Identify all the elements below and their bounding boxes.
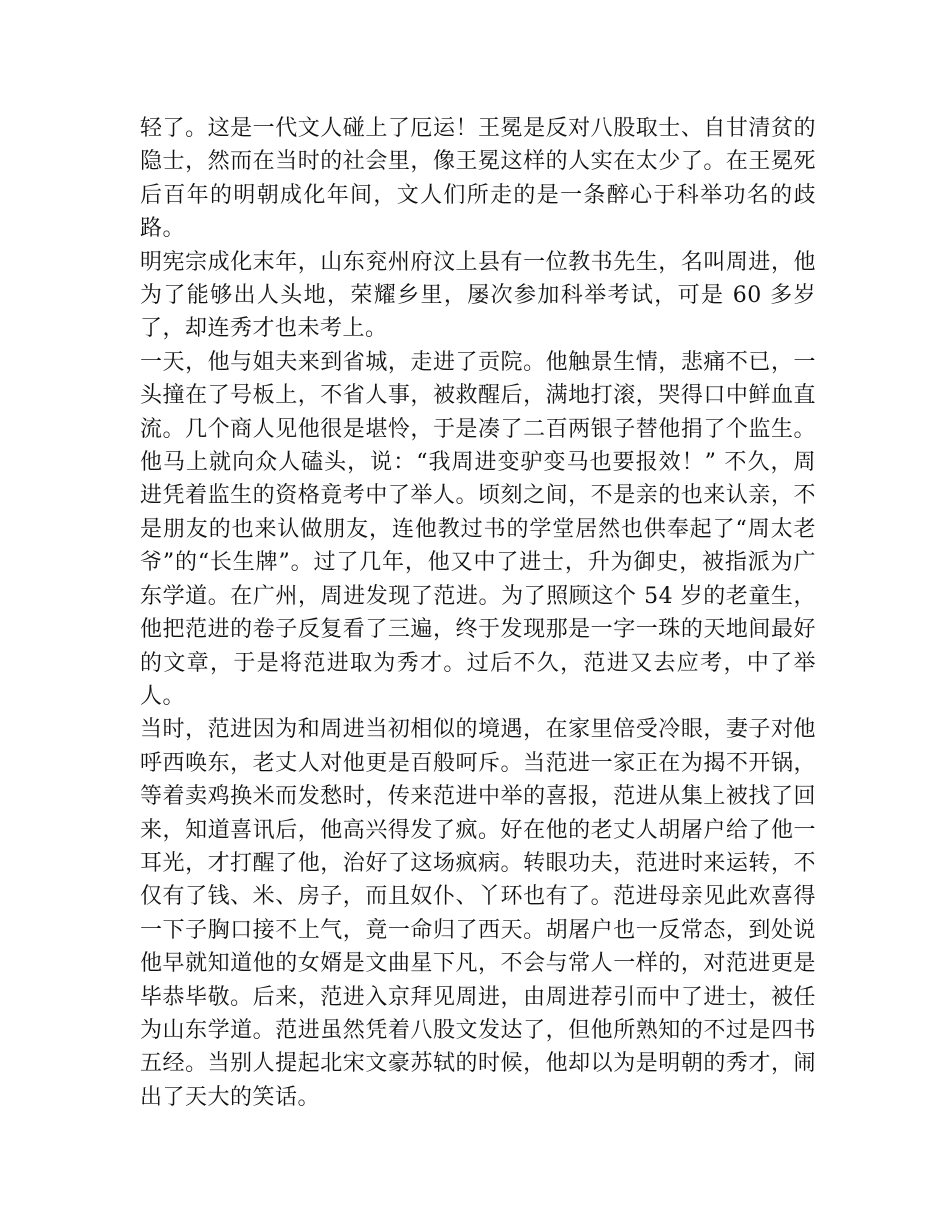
paragraph-zhou-jin-story: 一天，他与姐夫来到省城，走进了贡院。他触景生情，悲痛不已，一头撞在了号板上，不省人事，被救醒后，满地打滚，哭得口中鲜血直流。几个商人见他很是堪怜，于是凑了二百两银子替他捐了个监生。他马上就向众人磕头，说：“我周进变驴变马也要报效！” 不久，周进凭着监生的资格竟考中了举人。顷刻之间，不是亲的也来认亲，不是朋友的也来认做朋友，连他教过书的学堂居然也供奉起了“周太老爷”的“长生牌”。过了几年，他又中了进士，升为御史，被指派为广东学道。在广州，周进发现了范进。为了照顾这个 54 岁的老童生，他把范进的卷子反复看了三遍，终于发现那是一字一珠的天地间最好的文章，于是将范进取为秀才。过后不久，范进又去应考，中了举人。 <box>140 349 816 709</box>
paragraph-zhou-jin-intro: 明宪宗成化末年，山东兖州府汶上县有一位教书先生，名叫周进，他为了能够出人头地，荣耀乡里，屡次参加科举考试，可是 60 多岁了，却连秀才也未考上。 <box>140 249 816 342</box>
paragraph-wang-mian: 轻了。这是一代文人碰上了厄运！王冕是反对八股取士、自甘清贫的隐士，然而在当时的社会里，像王冕这样的人实在太少了。在王冕死后百年的明朝成化年间，文人们所走的是一条醉心于科举功名的歧路。 <box>140 116 816 242</box>
paragraph-fan-jin-story: 当时，范进因为和周进当初相似的境遇，在家里倍受冷眼，妻子对他呼西唤东，老丈人对他更是百般呵斥。当范进一家正在为揭不开锅，等着卖鸡换米而发愁时，传来范进中举的喜报，范进从集上被找了回来，知道喜讯后，他高兴得发了疯。好在他的老丈人胡屠户给了他一耳光，才打醒了他，治好了这场疯病。转眼功夫，范进时来运转，不仅有了钱、米、房子，而且奴仆、丫环也有了。范进母亲见此欢喜得一下子胸口接不上气，竟一命归了西天。胡屠户也一反常态，到处说他早就知道他的女婿是文曲星下凡，不会与常人一样的，对范进更是毕恭毕敬。后来，范进入京拜见周进，由周进荐引而中了进士，被任为山东学道。范进虽然凭着八股文发达了，但他所熟知的不过是四书五经。当别人提起北宋文豪苏轼的时候，他却以为是明朝的秀才，闹出了天大的笑话。 <box>140 717 816 1110</box>
document-body <box>140 112 816 1114</box>
